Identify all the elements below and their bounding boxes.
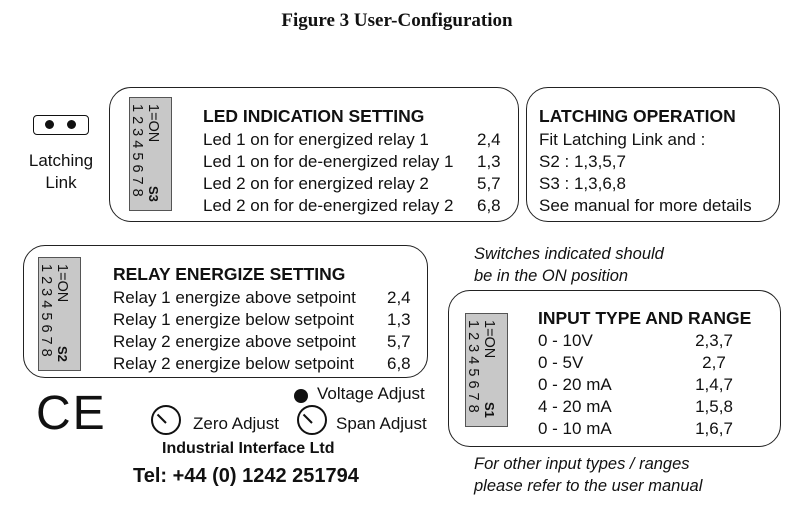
voltage-adjust-label: Voltage Adjust xyxy=(317,384,425,403)
latching-line-4: See manual for more details xyxy=(539,196,752,215)
input-row-3: 0 - 20 mA xyxy=(538,375,612,394)
led-row-4: Led 2 on for de-energized relay 2 xyxy=(203,196,454,215)
latching-line-1: Fit Latching Link and : xyxy=(539,130,706,149)
led-heading: LED INDICATION SETTING xyxy=(203,106,425,126)
relay-row-1: Relay 1 energize above setpoint xyxy=(113,288,356,307)
relay-row-2: Relay 1 energize below setpoint xyxy=(113,310,354,329)
other-ranges-note: For other input types / ranges please refer to the user manual xyxy=(474,455,703,495)
dip-switch-s1 xyxy=(465,313,508,427)
span-adjust-pot-icon xyxy=(297,405,327,435)
dip-numbers: 1 2 3 4 5 6 7 8 xyxy=(38,264,54,357)
input-row-2: 0 - 5V xyxy=(538,353,584,372)
input-row-4: 4 - 20 mA xyxy=(538,397,612,416)
input-row-1: 0 - 10V xyxy=(538,331,593,350)
input-value-1: 2,3,7 xyxy=(695,331,733,350)
latching-line-2: S2 : 1,3,5,7 xyxy=(539,152,626,171)
dip-on-label: 1=ON xyxy=(145,104,161,143)
led-value-3: 5,7 xyxy=(477,174,501,193)
company-name: Industrial Interface Ltd xyxy=(162,440,335,457)
led-row-3: Led 2 on for energized relay 2 xyxy=(203,174,429,193)
input-type-panel xyxy=(448,290,781,447)
zero-adjust-pot-icon xyxy=(151,405,181,435)
span-adjust-label: Span Adjust xyxy=(336,414,427,433)
switch-id: S2 xyxy=(55,346,70,362)
relay-energize-panel xyxy=(23,245,428,378)
led-value-2: 1,3 xyxy=(477,152,501,171)
latching-line-3: S3 : 1,3,6,8 xyxy=(539,174,626,193)
relay-heading: RELAY ENERGIZE SETTING xyxy=(113,264,346,284)
input-value-4: 1,5,8 xyxy=(695,397,733,416)
dip-switch-s2 xyxy=(38,257,81,371)
led-indication-panel xyxy=(109,87,519,222)
led-value-4: 6,8 xyxy=(477,196,501,215)
latching-link-label: Latching Link xyxy=(28,151,94,192)
figure-title: Figure 3 User-Configuration xyxy=(281,10,513,31)
zero-adjust-label: Zero Adjust xyxy=(193,414,279,433)
relay-row-4: Relay 2 energize below setpoint xyxy=(113,354,354,373)
input-value-5: 1,6,7 xyxy=(695,419,733,438)
relay-value-1: 2,4 xyxy=(387,288,411,307)
led-row-1: Led 1 on for energized relay 1 xyxy=(203,130,429,149)
input-heading: INPUT TYPE AND RANGE xyxy=(538,308,752,328)
jumper-icon xyxy=(33,115,89,135)
dip-switch-s3 xyxy=(129,97,172,211)
input-value-2: 2,7 xyxy=(702,353,726,372)
dip-numbers: 1 2 3 4 5 6 7 8 xyxy=(129,104,145,197)
relay-row-3: Relay 2 energize above setpoint xyxy=(113,332,356,351)
latching-heading: LATCHING OPERATION xyxy=(539,106,736,126)
switch-note: Switches indicated should be in the ON position xyxy=(474,245,664,285)
relay-value-2: 1,3 xyxy=(387,310,411,329)
relay-value-4: 6,8 xyxy=(387,354,411,373)
input-row-5: 0 - 10 mA xyxy=(538,419,612,438)
dip-numbers: 1 2 3 4 5 6 7 8 xyxy=(465,320,481,413)
telephone: Tel: +44 (0) 1242 251794 xyxy=(133,465,359,487)
input-value-3: 1,4,7 xyxy=(695,375,733,394)
latching-operation-panel xyxy=(526,87,780,222)
dip-on-label: 1=ON xyxy=(481,320,497,359)
voltage-adjust-dot-icon xyxy=(294,389,308,403)
led-value-1: 2,4 xyxy=(477,130,501,149)
ce-mark: CE xyxy=(36,387,107,440)
switch-id: S1 xyxy=(482,402,497,418)
dip-on-label: 1=ON xyxy=(54,264,70,303)
switch-id: S3 xyxy=(146,186,161,202)
led-row-2: Led 1 on for de-energized relay 1 xyxy=(203,152,454,171)
relay-value-3: 5,7 xyxy=(387,332,411,351)
